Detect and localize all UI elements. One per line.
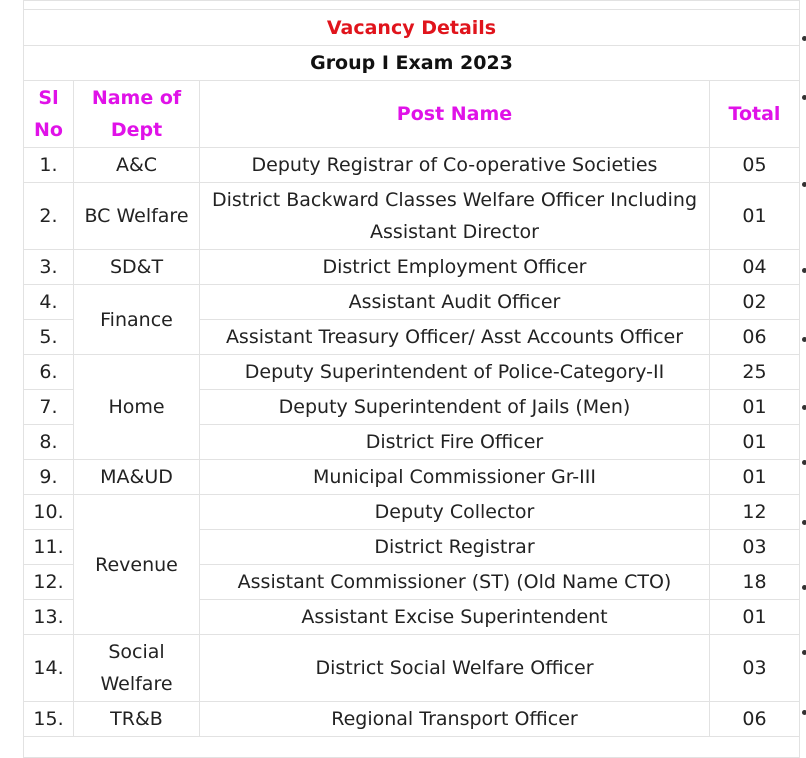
cell-post: Assistant Commissioner (ST) (Old Name CTO) [200, 565, 710, 600]
cell-post: District Fire Officer [200, 425, 710, 460]
cell-sl: 12. [24, 565, 74, 600]
cell-sl: 2. [24, 183, 74, 250]
bullet-icon [802, 268, 806, 273]
cell-sl: 1. [24, 148, 74, 183]
cell-post: District Backward Classes Welfare Officer Including Assistant Director [200, 183, 710, 250]
cell-total: 01 [710, 183, 800, 250]
table-row [24, 495, 800, 530]
table-footer-note [24, 737, 800, 758]
cell-total: 01 [710, 390, 800, 425]
cell-total: 02 [710, 285, 800, 320]
bullet-icon [802, 710, 806, 715]
bullet-icon [802, 95, 806, 100]
cell-total: 05 [710, 148, 800, 183]
cell-dept: TR&B [74, 702, 200, 737]
cell-sl: 13. [24, 600, 74, 635]
cell-post: Deputy Superintendent of Police-Category-II [200, 355, 710, 390]
cell-total: 18 [710, 565, 800, 600]
bullet-icon [802, 36, 806, 41]
cell-post: District Social Welfare Officer [200, 635, 710, 702]
cell-sl: 14. [24, 635, 74, 702]
cell-total: 01 [710, 425, 800, 460]
table-title: Vacancy Details [24, 10, 800, 46]
cell-dept: Revenue [74, 495, 200, 635]
cell-total: 04 [710, 250, 800, 285]
cell-total: 25 [710, 355, 800, 390]
cell-post: Regional Transport Officer [200, 702, 710, 737]
header-sl-no: Sl No [24, 81, 74, 148]
cell-total: 01 [710, 460, 800, 495]
bullet-icon [802, 405, 806, 410]
vacancy-table-container [23, 0, 799, 758]
bullet-icon [802, 520, 806, 525]
cell-total: 12 [710, 495, 800, 530]
table-title-row [24, 10, 800, 46]
table-row [24, 460, 800, 495]
header-total: Total [710, 81, 800, 148]
cell-total: 03 [710, 635, 800, 702]
bullet-icon [802, 460, 806, 465]
table-header-row [24, 81, 800, 148]
table-footer-row [24, 737, 800, 758]
cell-dept: Finance [74, 285, 200, 355]
header-dept: Name of Dept [74, 81, 200, 148]
table-top-spacer-row [24, 1, 800, 10]
cell-total: 01 [710, 600, 800, 635]
cell-dept: BC Welfare [74, 183, 200, 250]
cell-sl: 11. [24, 530, 74, 565]
cell-post: Assistant Audit Officer [200, 285, 710, 320]
adjacent-bullet-list [801, 0, 806, 754]
table-row [24, 250, 800, 285]
table-row [24, 355, 800, 390]
cell-post: Deputy Superintendent of Jails (Men) [200, 390, 710, 425]
cell-sl: 4. [24, 285, 74, 320]
cell-sl: 8. [24, 425, 74, 460]
cell-sl: 5. [24, 320, 74, 355]
cell-post: District Registrar [200, 530, 710, 565]
table-subtitle-row [24, 46, 800, 81]
cell-dept: SD&T [74, 250, 200, 285]
cell-post: Deputy Collector [200, 495, 710, 530]
cell-dept: Home [74, 355, 200, 460]
cell-post: Assistant Treasury Officer/ Asst Accounts Officer [200, 320, 710, 355]
header-post: Post Name [200, 81, 710, 148]
cell-dept: MA&UD [74, 460, 200, 495]
cell-total: 06 [710, 320, 800, 355]
table-row [24, 635, 800, 702]
cell-sl: 3. [24, 250, 74, 285]
cell-sl: 10. [24, 495, 74, 530]
table-subtitle: Group I Exam 2023 [24, 46, 800, 81]
cell-post: Deputy Registrar of Co-operative Societies [200, 148, 710, 183]
cell-sl: 15. [24, 702, 74, 737]
cell-sl: 6. [24, 355, 74, 390]
cell-total: 06 [710, 702, 800, 737]
cell-post: Municipal Commissioner Gr-III [200, 460, 710, 495]
cell-dept: A&C [74, 148, 200, 183]
cell-sl: 9. [24, 460, 74, 495]
bullet-icon [802, 337, 806, 342]
cell-sl: 7. [24, 390, 74, 425]
cell-post: Assistant Excise Superintendent [200, 600, 710, 635]
table-row [24, 148, 800, 183]
cell-post: District Employment Officer [200, 250, 710, 285]
bullet-icon [802, 650, 806, 655]
table-row [24, 702, 800, 737]
cell-dept: Social Welfare [74, 635, 200, 702]
bullet-icon [802, 585, 806, 590]
bullet-icon [802, 182, 806, 187]
table-row [24, 285, 800, 320]
vacancy-table [23, 0, 800, 758]
table-row [24, 183, 800, 250]
cell-total: 03 [710, 530, 800, 565]
